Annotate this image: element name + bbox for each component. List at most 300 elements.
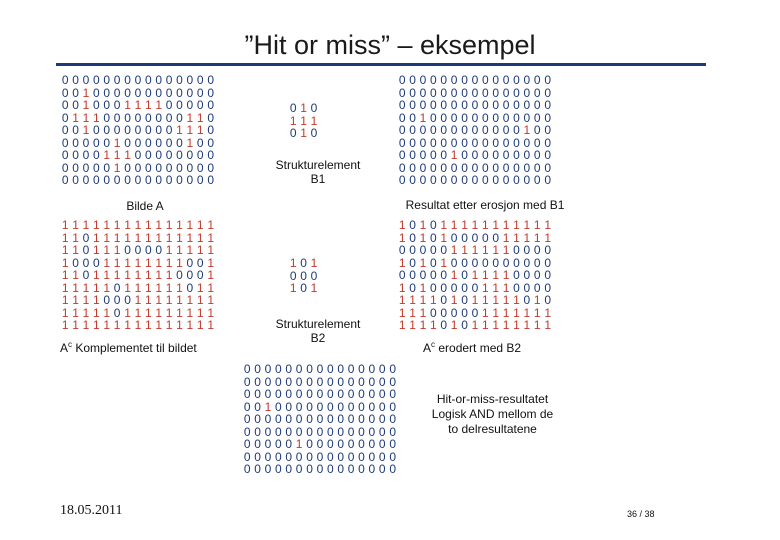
matrix-cell: 0: [481, 123, 489, 137]
matrix-cell: 0: [124, 293, 131, 307]
matrix-cell: 0: [264, 412, 272, 426]
matrix-cell: 0: [155, 243, 163, 257]
matrix-cell: 1: [165, 305, 173, 320]
matrix-cell: 0: [61, 160, 69, 175]
matrix-cell: 0: [450, 173, 458, 187]
matrix-cell: 0: [134, 148, 142, 162]
matrix-cell: 1: [134, 255, 142, 270]
matrix-cell: 0: [398, 98, 406, 112]
matrix-cell: 1: [61, 230, 69, 245]
matrix-cell: 0: [502, 73, 510, 87]
matrix-cell: 0: [93, 98, 100, 112]
matrix-cell: 1: [186, 318, 194, 332]
matrix-cell: 0: [513, 268, 520, 282]
matrix-cell: 0: [368, 387, 376, 401]
matrix-cell: 0: [440, 98, 448, 112]
matrix-cell: 1: [134, 293, 142, 307]
matrix-cell: 1: [502, 305, 510, 320]
matrix-cell: 0: [533, 255, 541, 270]
matrix-cell: 0: [93, 148, 100, 162]
matrix-cell: 1: [264, 399, 272, 414]
matrix-cell: 0: [461, 73, 468, 87]
matrix-cell: 0: [285, 424, 293, 439]
matrix-cell: 1: [502, 268, 510, 282]
matrix-cell: 1: [82, 293, 90, 307]
matrix-cell: 0: [440, 293, 448, 307]
matrix-row: [242, 438, 398, 451]
matrix-cell: 0: [533, 110, 541, 125]
matrix-cell: 0: [533, 268, 541, 282]
matrix-cell: 0: [461, 160, 468, 175]
matrix-cell: 0: [544, 243, 551, 257]
matrix-cell: 0: [306, 437, 313, 451]
matrix-cell: 1: [82, 305, 90, 320]
matrix-cell: 1: [544, 218, 551, 232]
matrix-cell: 0: [533, 98, 541, 112]
matrix-cell: 0: [450, 280, 458, 295]
matrix-cell: 0: [196, 73, 204, 87]
matrix-cell: 1: [398, 318, 406, 332]
matrix-cell: 0: [289, 101, 297, 115]
matrix-row: [397, 149, 553, 162]
matrix-cell: 1: [144, 218, 152, 232]
matrix-cell: 0: [61, 73, 69, 87]
matrix-cell: 0: [440, 173, 448, 187]
b2-caption: Strukturelement B2: [275, 317, 361, 345]
matrix-cell: 1: [186, 123, 194, 137]
matrix-cell: 0: [389, 437, 396, 451]
matrix-cell: 0: [450, 110, 458, 125]
matrix-cell: 1: [103, 218, 111, 232]
matrix-cell: 0: [285, 387, 293, 401]
matrix-cell: 1: [165, 268, 173, 282]
matrix-cell: 1: [176, 243, 183, 257]
matrix-cell: 0: [430, 123, 437, 137]
matrix-cell: 0: [337, 449, 345, 464]
matrix-cell: 1: [409, 318, 416, 332]
matrix-cell: 0: [481, 73, 489, 87]
matrix-cell: 0: [450, 160, 458, 175]
matrix-cell: 1: [471, 243, 479, 257]
matrix-cell: 0: [72, 148, 79, 162]
matrix-cell: 0: [398, 268, 406, 282]
matrix-cell: 1: [196, 230, 204, 245]
matrix-cell: 0: [492, 98, 500, 112]
matrix-cell: 0: [544, 173, 551, 187]
matrix-cell: 0: [492, 73, 500, 87]
matrix-cell: 1: [124, 318, 131, 332]
matrix-cell: 0: [134, 243, 142, 257]
matrix-cell: 1: [134, 280, 142, 295]
matrix-cell: 0: [513, 280, 520, 295]
matrix-cell: 1: [419, 293, 427, 307]
matrix-cell: 0: [358, 449, 365, 464]
matrix-cell: 0: [316, 362, 324, 376]
matrix-cell: 0: [533, 148, 541, 162]
matrix-row: [60, 99, 216, 112]
matrix-cell: 0: [471, 230, 479, 245]
result-caption: Hit-or-miss-resultatet Logisk AND mellom de to delresultatene: [431, 392, 554, 436]
matrix-cell: 0: [285, 449, 293, 464]
matrix-cell: 1: [440, 230, 448, 245]
matrix-cell: 0: [337, 424, 345, 439]
matrix-cell: 0: [61, 148, 69, 162]
matrix-cell: 1: [289, 281, 297, 295]
matrix-cell: 1: [144, 255, 152, 270]
matrix-cell: 0: [134, 73, 142, 87]
matrix-cell: 0: [337, 362, 345, 376]
matrix-cell: 1: [144, 280, 152, 295]
matrix-cell: 1: [103, 148, 111, 162]
matrix-cell: 1: [419, 230, 427, 245]
matrix-cell: 0: [165, 85, 173, 100]
matrix-row: [288, 127, 319, 140]
matrix-cell: 1: [82, 280, 90, 295]
matrix-row: [288, 257, 319, 270]
matrix-cell: 0: [523, 85, 531, 100]
matrix-cell: 1: [93, 293, 100, 307]
matrix-cell: 0: [533, 73, 541, 87]
matrix-cell: 1: [124, 148, 131, 162]
matrix-cell: 0: [461, 268, 468, 282]
matrix-cell: 1: [310, 113, 318, 128]
matrix-cell: 0: [306, 362, 313, 376]
matrix-cell: 1: [481, 318, 489, 332]
matrix-cell: 1: [155, 255, 163, 270]
matrix-cell: 0: [295, 449, 303, 464]
matrix-cell: 0: [398, 243, 406, 257]
matrix-cell: 0: [358, 424, 365, 439]
matrix-cell: 0: [502, 160, 510, 175]
matrix-cell: 1: [113, 160, 121, 175]
matrix-cell: 0: [103, 160, 111, 175]
matrix-cell: 0: [285, 374, 293, 389]
matrix-cell: 1: [61, 280, 69, 295]
matrix-cell: 0: [207, 98, 214, 112]
matrix-cell: 1: [186, 243, 194, 257]
matrix-cell: 0: [409, 123, 416, 137]
matrix-cell: 0: [461, 148, 468, 162]
matrix-cell: 0: [389, 412, 396, 426]
matrix-cell: 1: [165, 255, 173, 270]
matrix-cell: 1: [134, 230, 142, 245]
matrix-cell: 1: [492, 280, 500, 295]
matrix-cell: 0: [378, 449, 386, 464]
matrix-row: [397, 74, 553, 87]
matrix-cell: 0: [82, 148, 90, 162]
matrix-cell: 0: [419, 123, 427, 137]
matrix-cell: 0: [93, 160, 100, 175]
matrix-cell: 1: [144, 293, 152, 307]
matrix-cell: 0: [113, 305, 121, 320]
matrix-cell: 0: [316, 424, 324, 439]
matrix-cell: 1: [492, 218, 500, 232]
matrix-cell: 0: [481, 85, 489, 100]
matrix-cell: 0: [326, 362, 334, 376]
matrix-row: [60, 174, 216, 187]
matrix-cell: 0: [481, 173, 489, 187]
matrix-cell: 0: [207, 123, 214, 137]
matrix-cell: 0: [254, 449, 261, 464]
matrix-cell: 1: [398, 305, 406, 320]
matrix-cell: 0: [196, 135, 204, 150]
matrix-cell: 0: [502, 173, 510, 187]
matrix-cell: 0: [72, 173, 79, 187]
matrix-cell: 0: [243, 362, 251, 376]
matrix-cell: 0: [544, 148, 551, 162]
matrix-cell: 0: [82, 230, 90, 245]
matrix-cell: 0: [337, 437, 345, 451]
matrix-cell: 0: [275, 362, 282, 376]
matrix-cell: 0: [285, 412, 293, 426]
matrix-cell: 0: [326, 374, 334, 389]
matrix-cell: 1: [502, 243, 510, 257]
grid-b2: [288, 257, 319, 295]
matrix-cell: 1: [176, 280, 183, 295]
matrix-cell: 0: [513, 98, 520, 112]
title-underline: [56, 63, 706, 66]
matrix-cell: 0: [419, 85, 427, 100]
matrix-row: [397, 269, 553, 282]
matrix-cell: 0: [461, 98, 468, 112]
matrix-cell: 1: [450, 268, 458, 282]
matrix-cell: 0: [316, 437, 324, 451]
matrix-cell: 0: [544, 98, 551, 112]
matrix-cell: 1: [165, 280, 173, 295]
matrix-cell: 1: [430, 318, 437, 332]
matrix-cell: 0: [492, 230, 500, 245]
matrix-cell: 0: [440, 280, 448, 295]
matrix-cell: 0: [165, 173, 173, 187]
complement-eroded-caption: [423, 340, 521, 355]
matrix-cell: 0: [492, 123, 500, 137]
matrix-row: [242, 413, 398, 426]
matrix-cell: 0: [295, 362, 303, 376]
matrix-cell: 1: [186, 305, 194, 320]
slide-title: ”Hit or miss” – eksempel: [244, 30, 536, 60]
complement-caption-a: A: [60, 341, 69, 355]
matrix-cell: 0: [113, 293, 121, 307]
matrix-cell: 0: [430, 218, 437, 232]
matrix-cell: 1: [544, 305, 551, 320]
matrix-cell: 0: [275, 412, 282, 426]
matrix-cell: 0: [533, 135, 541, 150]
matrix-cell: 1: [72, 280, 79, 295]
matrix-cell: 1: [186, 110, 194, 125]
matrix-cell: 0: [471, 73, 479, 87]
matrix-cell: 0: [295, 399, 303, 414]
matrix-cell: 1: [419, 318, 427, 332]
matrix-cell: 0: [93, 173, 100, 187]
matrix-cell: 1: [533, 230, 541, 245]
matrix-cell: 0: [316, 387, 324, 401]
matrix-cell: 1: [113, 268, 121, 282]
matrix-cell: 1: [398, 280, 406, 295]
matrix-cell: 0: [389, 387, 396, 401]
matrix-cell: 0: [254, 374, 261, 389]
matrix-cell: 0: [389, 374, 396, 389]
matrix-cell: 0: [409, 218, 416, 232]
matrix-cell: 0: [144, 148, 152, 162]
matrix-cell: 1: [124, 230, 131, 245]
matrix-cell: 0: [389, 362, 396, 376]
matrix-cell: 1: [113, 218, 121, 232]
matrix-cell: 0: [398, 123, 406, 137]
matrix-cell: 0: [461, 255, 468, 270]
matrix-cell: 1: [461, 243, 468, 257]
matrix-cell: 0: [243, 374, 251, 389]
matrix-cell: 0: [513, 243, 520, 257]
matrix-cell: 1: [440, 218, 448, 232]
matrix-cell: 0: [533, 123, 541, 137]
matrix-cell: 0: [186, 73, 194, 87]
matrix-cell: 1: [471, 268, 479, 282]
matrix-cell: 1: [295, 437, 303, 451]
matrix-cell: 0: [347, 424, 355, 439]
matrix-cell: 1: [450, 243, 458, 257]
matrix-cell: 0: [134, 173, 142, 187]
matrix-cell: 0: [398, 160, 406, 175]
matrix-cell: 0: [419, 173, 427, 187]
matrix-cell: 0: [358, 362, 365, 376]
matrix-cell: 0: [409, 230, 416, 245]
matrix-cell: 0: [523, 293, 531, 307]
matrix-cell: 0: [186, 280, 194, 295]
matrix-cell: 1: [481, 280, 489, 295]
matrix-cell: 0: [378, 462, 386, 476]
matrix-cell: 0: [285, 437, 293, 451]
matrix-cell: 1: [430, 293, 437, 307]
matrix-row: [60, 124, 216, 137]
matrix-row: [60, 219, 216, 232]
matrix-cell: 1: [82, 98, 90, 112]
matrix-cell: 1: [82, 110, 90, 125]
matrix-cell: 0: [165, 110, 173, 125]
matrix-cell: 0: [481, 110, 489, 125]
matrix-cell: 0: [113, 98, 121, 112]
matrix-cell: 0: [461, 123, 468, 137]
matrix-cell: 0: [409, 85, 416, 100]
matrix-row: [397, 124, 553, 137]
matrix-cell: 0: [368, 374, 376, 389]
matrix-cell: 0: [492, 160, 500, 175]
matrix-cell: 0: [254, 462, 261, 476]
matrix-cell: 1: [144, 230, 152, 245]
matrix-cell: 0: [513, 173, 520, 187]
matrix-cell: 1: [398, 230, 406, 245]
matrix-cell: 1: [310, 256, 318, 270]
matrix-cell: 0: [254, 424, 261, 439]
matrix-cell: 0: [243, 424, 251, 439]
matrix-cell: 1: [134, 268, 142, 282]
matrix-cell: 1: [207, 305, 214, 320]
matrix-cell: 1: [155, 305, 163, 320]
matrix-cell: 1: [93, 230, 100, 245]
matrix-cell: 0: [176, 148, 183, 162]
matrix-cell: 1: [461, 218, 468, 232]
matrix-cell: 0: [207, 160, 214, 175]
matrix-cell: 0: [186, 255, 194, 270]
matrix-cell: 1: [72, 268, 79, 282]
matrix-cell: 1: [471, 318, 479, 332]
matrix-cell: 0: [176, 85, 183, 100]
matrix-cell: 0: [544, 123, 551, 137]
matrix-cell: 0: [523, 160, 531, 175]
matrix-cell: 0: [316, 412, 324, 426]
matrix-cell: 0: [243, 462, 251, 476]
matrix-cell: 1: [93, 243, 100, 257]
matrix-cell: 0: [337, 412, 345, 426]
matrix-cell: 0: [358, 374, 365, 389]
matrix-cell: 0: [207, 85, 214, 100]
matrix-row: [242, 363, 398, 376]
matrix-cell: 0: [82, 73, 90, 87]
matrix-cell: 1: [207, 293, 214, 307]
matrix-cell: 0: [389, 399, 396, 414]
matrix-cell: 1: [61, 255, 69, 270]
matrix-cell: 1: [93, 318, 100, 332]
matrix-cell: 0: [165, 73, 173, 87]
matrix-cell: 1: [134, 98, 142, 112]
matrix-cell: 1: [533, 305, 541, 320]
matrix-cell: 1: [513, 218, 520, 232]
matrix-cell: 1: [155, 98, 163, 112]
matrix-cell: 0: [103, 135, 111, 150]
matrix-cell: 0: [513, 135, 520, 150]
matrix-cell: 0: [461, 318, 468, 332]
matrix-cell: 0: [471, 135, 479, 150]
matrix-cell: 1: [300, 126, 307, 140]
matrix-cell: 0: [523, 268, 531, 282]
matrix-cell: 0: [461, 280, 468, 295]
matrix-cell: 0: [378, 374, 386, 389]
matrix-cell: 1: [176, 293, 183, 307]
matrix-cell: 1: [176, 123, 183, 137]
matrix-cell: 0: [398, 135, 406, 150]
matrix-cell: 0: [461, 110, 468, 125]
matrix-cell: 1: [72, 293, 79, 307]
matrix-cell: 0: [300, 281, 307, 295]
matrix-cell: 1: [134, 218, 142, 232]
matrix-cell: 1: [72, 218, 79, 232]
matrix-cell: 0: [409, 160, 416, 175]
matrix-cell: 0: [347, 437, 355, 451]
matrix-cell: 0: [450, 135, 458, 150]
matrix-cell: 1: [103, 268, 111, 282]
matrix-cell: 1: [533, 293, 541, 307]
matrix-cell: 0: [378, 362, 386, 376]
matrix-cell: 0: [450, 98, 458, 112]
matrix-cell: 0: [289, 268, 297, 283]
matrix-cell: 1: [502, 318, 510, 332]
grid-complement: [60, 219, 216, 332]
matrix-cell: 0: [409, 148, 416, 162]
matrix-cell: 1: [450, 218, 458, 232]
matrix-cell: 1: [113, 243, 121, 257]
matrix-cell: 0: [461, 85, 468, 100]
matrix-cell: 1: [196, 318, 204, 332]
matrix-cell: 0: [72, 160, 79, 175]
matrix-cell: 0: [275, 462, 282, 476]
matrix-cell: 1: [492, 243, 500, 257]
matrix-cell: 0: [481, 255, 489, 270]
matrix-cell: 0: [196, 268, 204, 282]
matrix-cell: 1: [176, 318, 183, 332]
matrix-cell: 1: [523, 318, 531, 332]
matrix-cell: 0: [440, 73, 448, 87]
matrix-cell: 0: [264, 437, 272, 451]
matrix-cell: 0: [275, 424, 282, 439]
